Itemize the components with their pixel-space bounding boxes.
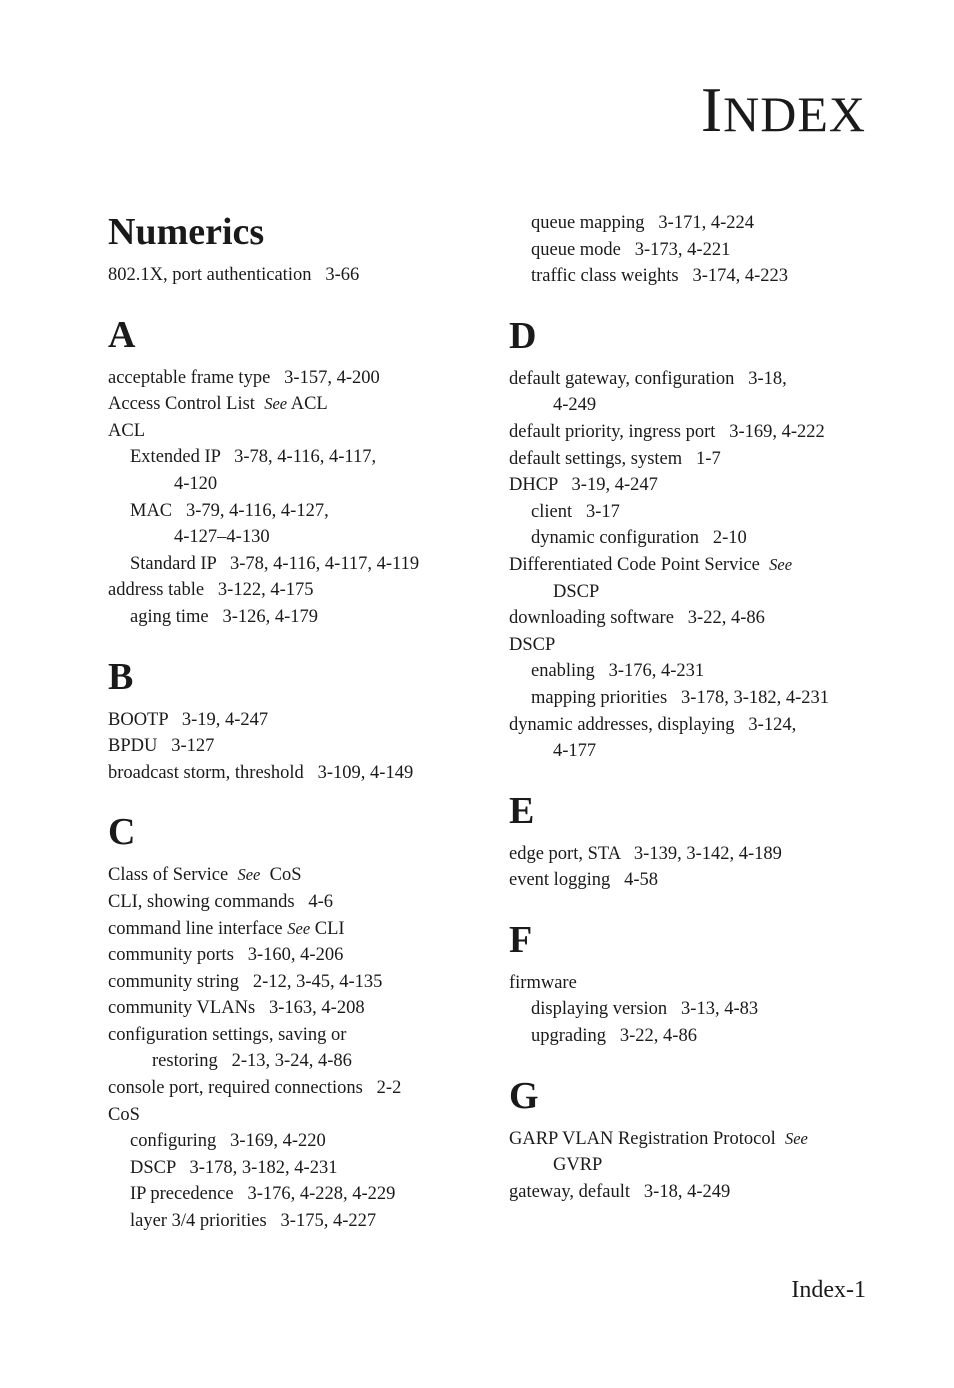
section-heading: F [509, 918, 533, 961]
entry-text: GVRP [553, 1155, 603, 1176]
section-heading: E [509, 789, 535, 832]
index-entry [108, 1048, 480, 1075]
index-entry [509, 685, 881, 712]
index-entry [509, 552, 881, 579]
page-title [700, 74, 866, 145]
index-section [509, 916, 881, 1050]
entry-text: dynamic configuration 2-10 [531, 528, 747, 549]
index-entry [108, 262, 480, 289]
entry-text: GARP VLAN Registration Protocol [509, 1128, 785, 1149]
entry-text: configuration settings, saving or [108, 1024, 347, 1045]
index-entry [108, 916, 480, 943]
index-entry [509, 579, 881, 606]
entry-text: edge port, STA 3-139, 3-142, 4-189 [509, 843, 782, 864]
entry-text: mapping priorities 3-178, 3-182, 4-231 [531, 687, 830, 708]
index-entry [108, 1181, 480, 1208]
entry-text: enabling 3-176, 4-231 [531, 661, 705, 682]
entry-text: dynamic addresses, displaying 3-124, [509, 714, 797, 735]
index-entry [509, 472, 881, 499]
index-entry [509, 525, 881, 552]
see-reference: See [287, 918, 311, 938]
index-section [509, 312, 881, 765]
entry-text: Standard IP 3-78, 4-116, 4-117, 4-119 [130, 553, 420, 574]
entry-text: Differentiated Code Point Service [509, 554, 770, 575]
index-entry [509, 446, 881, 473]
index-entry [509, 392, 881, 419]
index-section [108, 653, 480, 787]
index-section [509, 787, 881, 894]
section-heading: Numerics [108, 211, 265, 253]
index-entry [108, 1155, 480, 1182]
index-entry [108, 760, 480, 787]
index-entry [509, 237, 881, 264]
index-column-right [509, 210, 881, 1205]
entry-text: IP precedence 3-176, 4-228, 4-229 [130, 1184, 396, 1205]
entry-text: Extended IP 3-78, 4-116, 4-117, [130, 447, 377, 468]
index-entry [509, 366, 881, 393]
index-entry [108, 942, 480, 969]
entry-text: ACL [108, 420, 145, 441]
section-heading: G [509, 1074, 539, 1117]
index-entry [108, 1128, 480, 1155]
see-reference: See [784, 1128, 808, 1148]
index-entry [108, 707, 480, 734]
see-reference: See [264, 394, 288, 414]
see-target: CLI [310, 918, 345, 939]
index-entry [509, 658, 881, 685]
entry-text: DHCP 3-19, 4-247 [509, 475, 658, 496]
entry-text: queue mode 3-173, 4-221 [531, 239, 731, 260]
page-number: Index-1 [791, 1277, 866, 1303]
section-heading: A [108, 313, 136, 356]
entry-text: 4-120 [174, 473, 218, 494]
entry-text: default settings, system 1-7 [509, 448, 721, 469]
entry-text: command line interface [108, 918, 288, 939]
index-entry [108, 551, 480, 578]
index-column-left [108, 208, 480, 1235]
entry-text: CLI, showing commands 4-6 [108, 891, 334, 912]
index-entry [509, 712, 881, 739]
see-reference: See [237, 865, 261, 885]
index-entry [509, 996, 881, 1023]
section-heading: B [108, 655, 134, 698]
entry-text: firmware [509, 972, 577, 993]
entry-text: Class of Service [108, 865, 238, 886]
index-entry [108, 577, 480, 604]
index-entry [108, 418, 480, 445]
index-entry [108, 862, 480, 889]
index-entry [108, 391, 480, 418]
entry-text: 4-127–4-130 [174, 527, 270, 548]
entry-text: community ports 3-160, 4-206 [108, 945, 344, 966]
title-rest: NDEX [723, 86, 866, 142]
entry-text: BPDU 3-127 [108, 736, 215, 757]
index-entry [108, 1022, 480, 1049]
index-entry [509, 1023, 881, 1050]
see-reference: See [769, 554, 793, 574]
entry-text: DSCP [509, 634, 556, 655]
index-entry [509, 210, 881, 237]
entry-text: DSCP 3-178, 3-182, 4-231 [130, 1157, 338, 1178]
entry-text: default priority, ingress port 3-169, 4-222 [509, 421, 825, 442]
entry-text: default gateway, configuration 3-18, [509, 368, 787, 389]
entry-text: aging time 3-126, 4-179 [130, 606, 319, 627]
entry-text: event logging 4-58 [509, 870, 659, 891]
entry-text: downloading software 3-22, 4-86 [509, 608, 765, 629]
index-entry [108, 604, 480, 631]
entry-text: address table 3-122, 4-175 [108, 580, 314, 601]
entry-text: DSCP [553, 581, 600, 602]
entry-text: client 3-17 [531, 501, 620, 522]
entry-text: restoring 2-13, 3-24, 4-86 [152, 1051, 352, 1072]
index-section [108, 208, 480, 289]
section-heading: D [509, 314, 537, 357]
index-entry [108, 889, 480, 916]
index-entry [509, 1152, 881, 1179]
index-entry [509, 841, 881, 868]
index-entry [108, 733, 480, 760]
index-entry [108, 1075, 480, 1102]
index-entry [509, 1179, 881, 1206]
entry-text: 4-177 [553, 741, 597, 762]
index-entry [509, 419, 881, 446]
index-entry [108, 498, 480, 525]
index-entry [509, 738, 881, 765]
section-heading: C [108, 811, 136, 854]
entry-text: acceptable frame type 3-157, 4-200 [108, 367, 380, 388]
index-section [108, 808, 480, 1234]
see-target: CoS [260, 865, 302, 886]
index-entry [108, 365, 480, 392]
entry-text: BOOTP 3-19, 4-247 [108, 709, 269, 730]
index-entry [108, 524, 480, 551]
index-entry [108, 471, 480, 498]
entry-text: 4-249 [553, 395, 597, 416]
entry-text: console port, required connections 2-2 [108, 1078, 402, 1099]
index-section [108, 311, 480, 631]
entry-text: MAC 3-79, 4-116, 4-127, [130, 500, 329, 521]
index-entry [509, 499, 881, 526]
index-entry [108, 1102, 480, 1129]
entry-text: community VLANs 3-163, 4-208 [108, 998, 365, 1019]
index-entry [509, 970, 881, 997]
index-section [509, 210, 881, 290]
see-target: ACL [287, 394, 328, 415]
index-entry [509, 867, 881, 894]
index-entry [509, 263, 881, 290]
index-entry [509, 605, 881, 632]
entry-text: 802.1X, port authentication 3-66 [108, 265, 360, 285]
entry-text: community string 2-12, 3-45, 4-135 [108, 971, 383, 992]
entry-text: gateway, default 3-18, 4-249 [509, 1181, 731, 1202]
entry-text: queue mapping 3-171, 4-224 [531, 213, 754, 233]
entry-text: broadcast storm, threshold 3-109, 4-149 [108, 762, 414, 783]
entry-text: CoS [108, 1104, 140, 1125]
entry-text: upgrading 3-22, 4-86 [531, 1026, 697, 1047]
index-entry [509, 632, 881, 659]
entry-text: traffic class weights 3-174, 4-223 [531, 266, 789, 287]
entry-text: displaying version 3-13, 4-83 [531, 999, 759, 1020]
entry-text: configuring 3-169, 4-220 [130, 1131, 326, 1152]
title-initial: I [700, 74, 724, 145]
index-entry [108, 969, 480, 996]
index-entry [509, 1126, 881, 1153]
index-section [509, 1072, 881, 1206]
index-entry [108, 444, 480, 471]
index-entry [108, 1208, 480, 1235]
entry-text: Access Control List [108, 394, 265, 415]
entry-text: layer 3/4 priorities 3-175, 4-227 [130, 1211, 377, 1232]
index-entry [108, 995, 480, 1022]
